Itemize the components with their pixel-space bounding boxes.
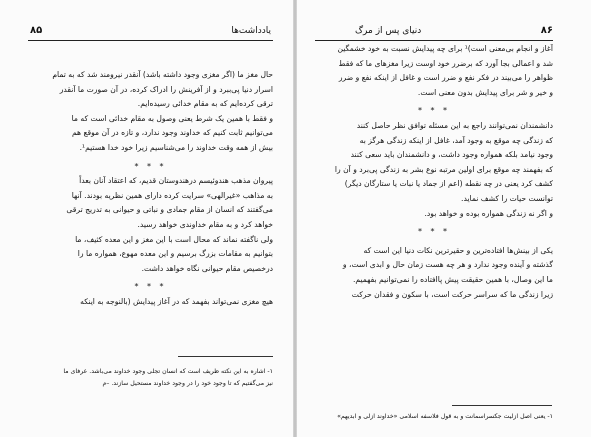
footnote-line: ۱- یعنی اصل ازلیت جکسراسمانت و به قول فلاسفه اسلامی «خداوند ازلی و ابدیهم»	[337, 413, 553, 420]
text-line: یکی از بینش‌ها افتاده‌ترین و حقیرترین نکات دنیا این است که	[363, 245, 553, 255]
text-line: گذشته و آینده وجود ندارد و هر چه هست زمان حال و ابدی است، و	[342, 260, 553, 270]
text-line: حال مغز ما (اگر مغزی وجود داشته باشد) آنقدر نیرومند شد که به تمام	[52, 70, 273, 79]
left-footnotes	[28, 366, 273, 390]
text-line: و فقط با همین یک شرط یعنی وصول به مقام خدائی است که ما	[71, 113, 273, 123]
right-running-title: دنیای پس از مرگ	[355, 26, 422, 36]
text-line: دانشمندان نمی‌توانند راجع به این مسئله توافق نظر حاصل کنند	[356, 120, 553, 130]
right-footnotes	[315, 411, 553, 423]
footnote-line: ۱- اشاره به این نکته ظریف است که انسان تجلی وجود خداوند می‌باشد. عرفای ما	[63, 368, 273, 375]
text-line: آغاز و انجام بی‌معنی است)¹ برای چه پیدایش نسبت به خود خشمگین	[337, 44, 553, 53]
section-separator: * * *	[417, 106, 451, 116]
text-line: که زندگی چه موقع به وجود آمد، غافل از اینکه زندگی هرگز به	[359, 135, 553, 145]
right-header-rule	[315, 40, 553, 41]
right-page-number: ۸۶	[540, 25, 553, 36]
section-separator: * * *	[134, 161, 167, 171]
text-line: می‌توانیم ثابت کنیم که خداوند وجود ندارد، و تازه در آن موقع هم	[71, 128, 273, 138]
section-separator: * * *	[134, 282, 167, 292]
text-line: به مذاهب «غیرالهی» سرایت کرده دارای همین نظریه بودند. آنها	[71, 190, 273, 200]
text-line: درخصیص مقام حیوانی نگاه خواهد داشت.	[141, 263, 273, 273]
text-line: کشف کرد یعنی در چه نقطه (اعم از جماد یا نبات یا ستارگان دیگر)	[344, 179, 553, 189]
text-line: توانست حیات را کشف نماید.	[461, 193, 553, 203]
text-line: ما این وصال، با همین حقیقت پیش پاافتاده را نمی‌توانیم بفهمیم.	[353, 274, 553, 284]
text-line: شد و اعمالی بجا آورد که برضرر خود اوست زیرا مغزهای ما که فقط	[338, 58, 553, 68]
left-page-number: ۸۵	[30, 25, 43, 36]
text-line: که بفهمند چه موقع برای اولین مرتبه نوع بشر به زندگی پی‌برد و آن را	[334, 164, 553, 174]
text-line: می‌گفتند که انسان از مقام جمادی و نباتی و حیوانی به تدریج ترقی	[66, 205, 273, 215]
left-page-header	[28, 24, 273, 38]
right-page-header	[315, 24, 553, 38]
section-separator: * * *	[417, 227, 451, 237]
text-line: اسرار دنیا پی‌ببرد و از آفرینش را ادراک کرده، در آن صورت ما آنقدر	[59, 84, 273, 94]
text-line: و خیر و شر برای پیدایش بدون معنی است.	[417, 87, 553, 97]
text-line: ولی ناگفته نماند که محال است با این مغز و این معده کثیف، ما	[75, 234, 273, 244]
text-line: زیرا زندگی ما که سراسر حرکت است، با سکون و فقدان حرکت	[351, 289, 553, 299]
text-line: ترقی کرده‌ایم که به مقام خدائی رسیده‌ایم.	[137, 99, 273, 109]
text-line: ظواهر را می‌بیند در فکر نفع و ضرر است و غافل از اینکه نفع و ضرر	[338, 73, 553, 83]
text-line: بیش از همه وقت خداوند را می‌شناسیم زیرا خود خدا هستیم¹.	[79, 142, 273, 152]
footnote-rule	[178, 356, 273, 357]
text-line: خواهد کرد و به مقام خداوندی خواهد رسید.	[137, 219, 273, 229]
text-line: بتوانیم به مقامات بزرگ برسیم و این معده مهوع، همواره ما را	[77, 249, 273, 259]
footnote-line: نیز می‌گفتیم که تا وجود خود را در وجود خداوند مستحیل سازند. –م	[102, 380, 273, 387]
text-line: وجود نیامد بلکه همواره وجود داشت، و دانشمندان باید سعی کنند	[350, 150, 553, 160]
footnote-rule	[452, 405, 552, 406]
right-page-body	[315, 42, 553, 302]
text-line: هیچ مغزی نمی‌تواند بفهمد که در آغاز پیدایش (بالنوجه به اینکه	[80, 296, 273, 306]
left-header-rule	[28, 40, 273, 41]
left-running-title: یادداشت‌ها	[231, 26, 271, 36]
left-page-body	[28, 68, 273, 310]
right-page	[297, 0, 591, 437]
text-line: و اگر نه زندگی همواره بوده و خواهد بود.	[424, 208, 553, 218]
left-page	[0, 0, 293, 437]
text-line: پیروان مذهب هندوئیسم درهندوستان قدیم، که اعتقاد آنان بعداً	[79, 176, 273, 186]
